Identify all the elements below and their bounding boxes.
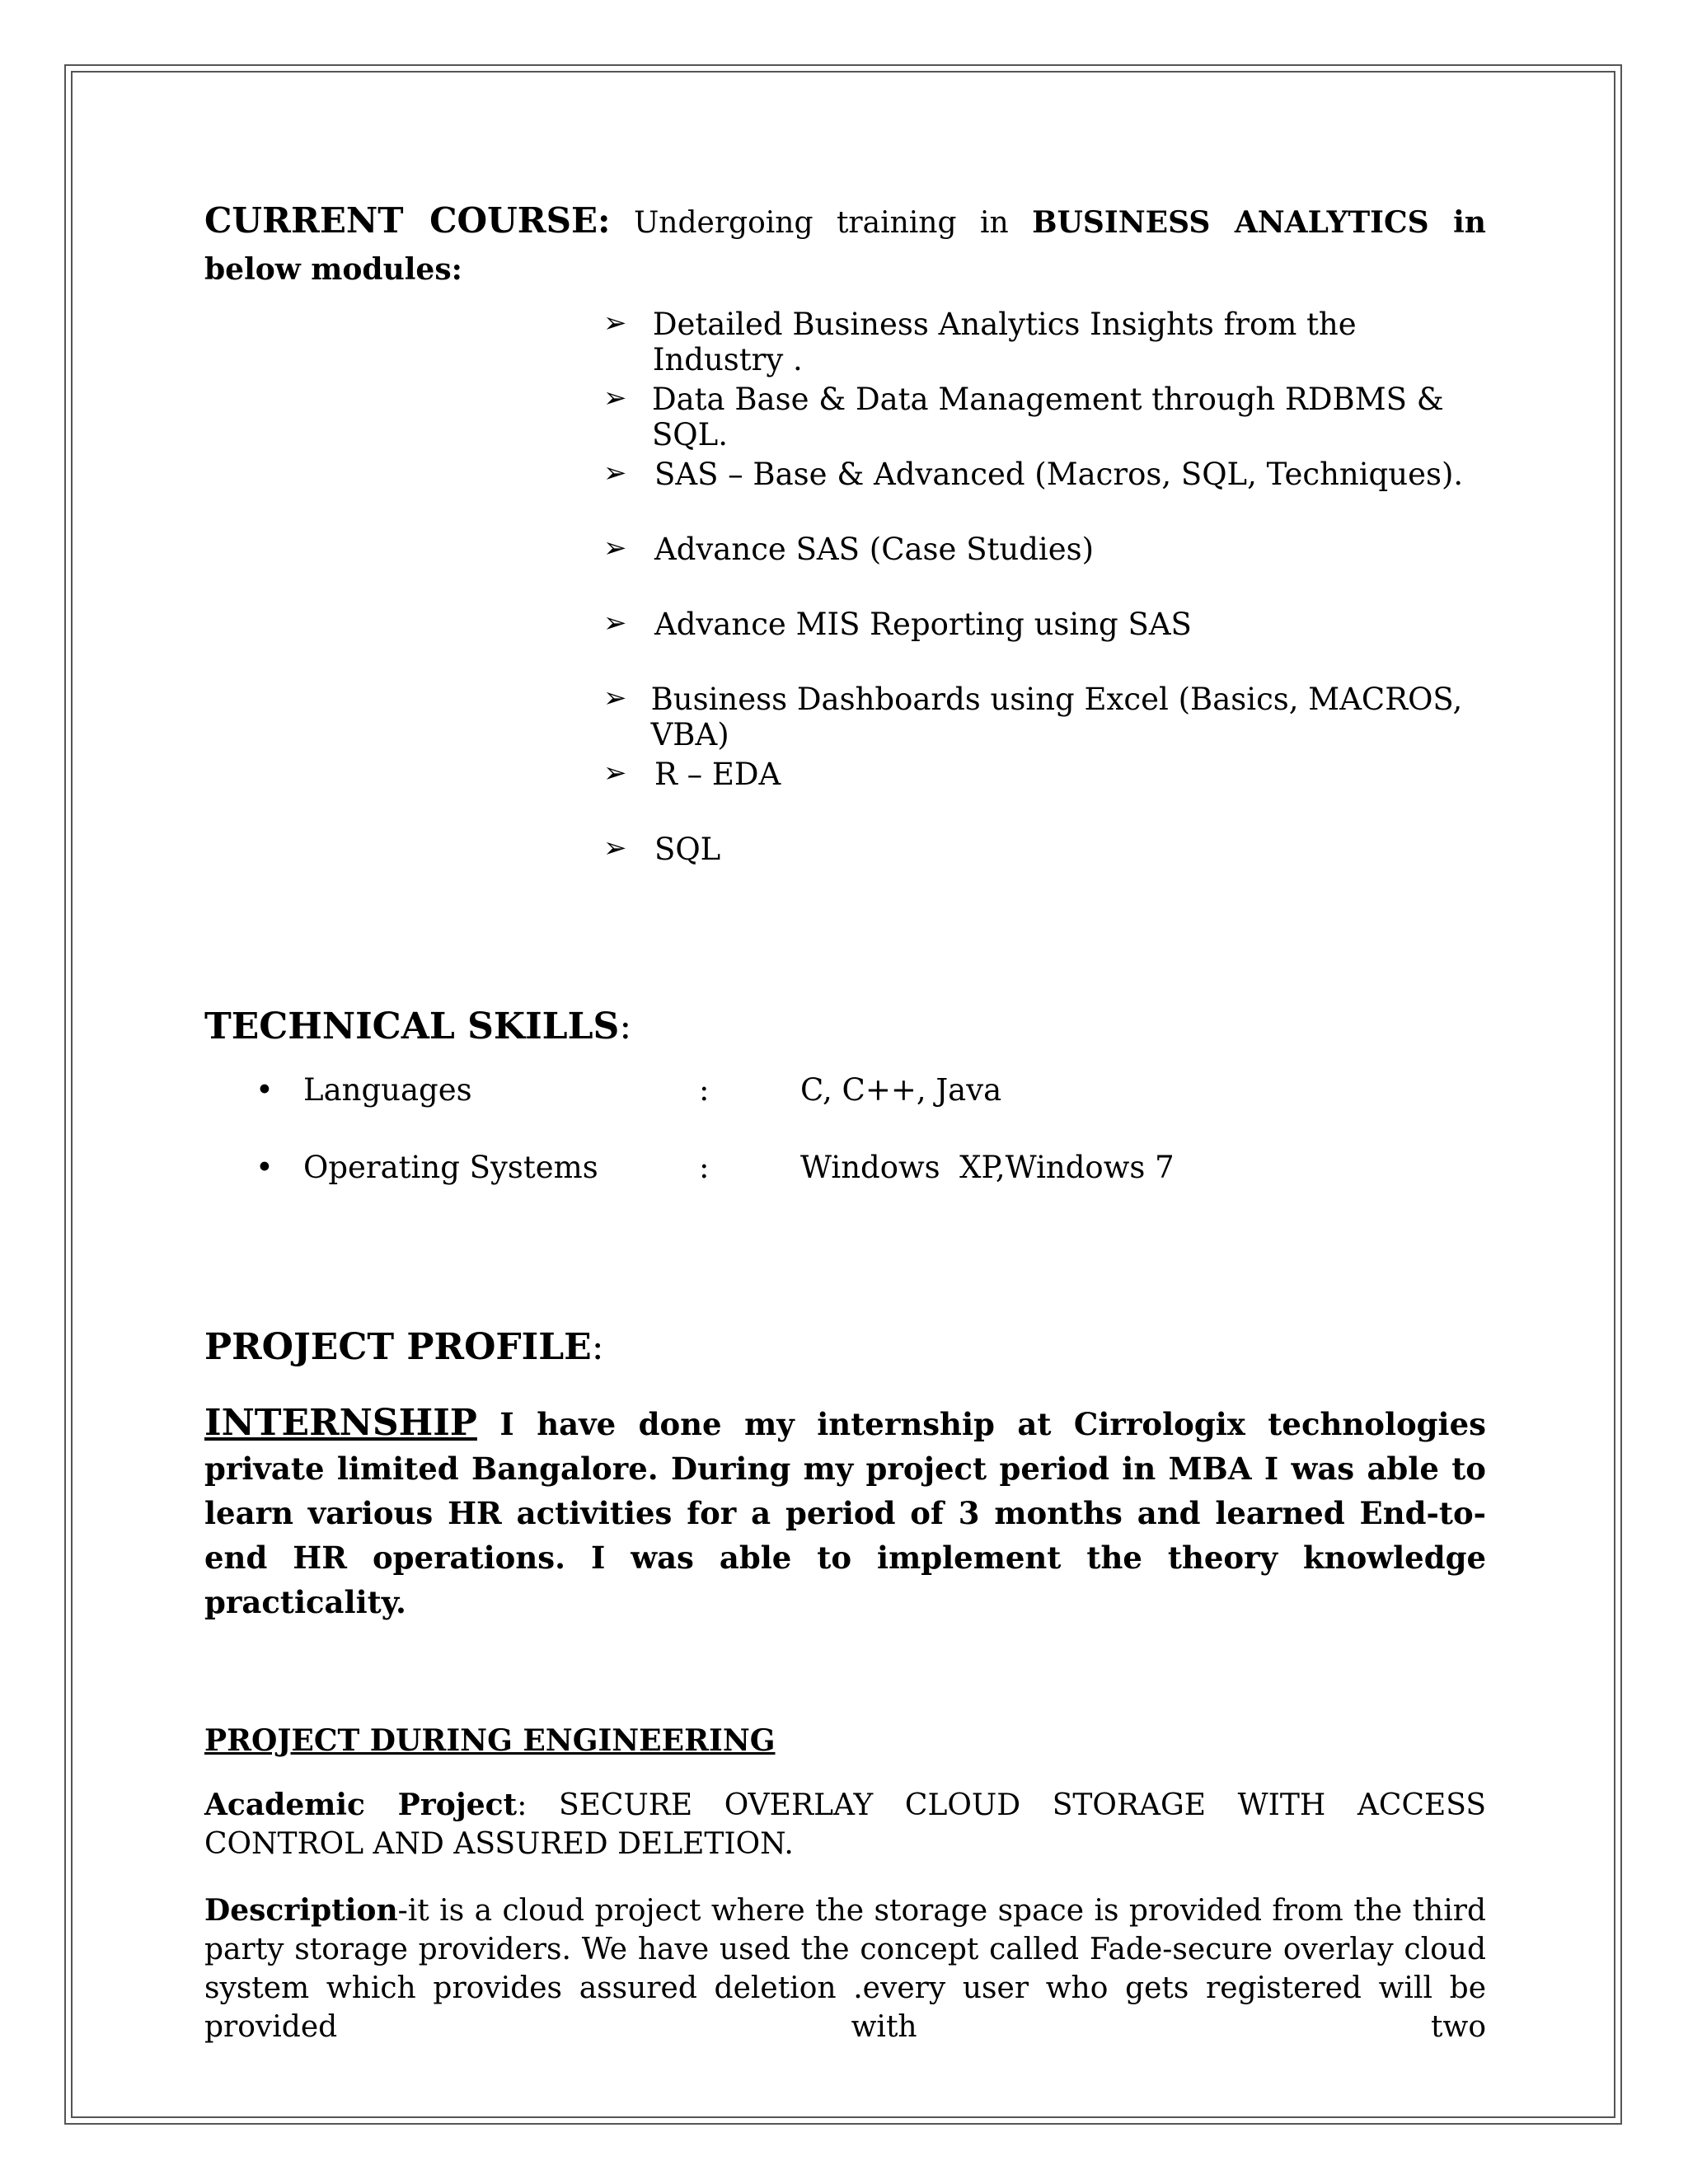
list-item (603, 307, 1486, 382)
project-profile-title: PROJECT PROFILE (204, 1326, 592, 1368)
list-item (603, 757, 1486, 832)
academic-project-paragraph (204, 1786, 1486, 1863)
module-list (204, 307, 1486, 907)
current-course-label: CURRENT COURSE: (204, 200, 611, 241)
arrow-bullet-icon: ➢ (603, 607, 627, 640)
table-row (204, 1150, 1486, 1227)
internship-label: INTERNSHIP (204, 1402, 477, 1444)
module-label: Data Base & Data Management through RDBMS & SQL. (651, 382, 1444, 452)
project-profile-heading (204, 1326, 1486, 1368)
technical-skills-colon: : (619, 1005, 632, 1047)
list-item (603, 382, 1486, 457)
list-item (603, 457, 1486, 532)
module-label: R – EDA (654, 757, 781, 792)
internship-paragraph (204, 1401, 1486, 1624)
skill-value: C, C++, Java (800, 1072, 1002, 1108)
module-label: Advance SAS (Case Studies) (654, 532, 1095, 567)
arrow-bullet-icon: ➢ (603, 307, 627, 340)
skill-name: Operating Systems (303, 1150, 598, 1185)
arrow-bullet-icon: ➢ (603, 457, 627, 490)
description-paragraph (204, 1891, 1486, 2046)
module-label: Detailed Business Analytics Insights from the Industry . (652, 307, 1357, 377)
table-row (204, 1072, 1486, 1150)
module-label: Advance MIS Reporting using SAS (654, 607, 1192, 642)
project-profile-colon: : (591, 1326, 604, 1368)
current-course-line (204, 198, 1486, 293)
list-item (603, 607, 1486, 682)
arrow-bullet-icon: ➢ (603, 532, 627, 565)
arrow-bullet-icon: ➢ (603, 757, 627, 790)
skill-name: Languages (303, 1072, 472, 1108)
current-course-subject: BUSINESS ANALYTICS in below modules: (204, 205, 1486, 287)
internship-text: I have done my internship at Cirrologix technologies private limited Bangalore. During my project period in MBA I was able to learn various HR activities for a period of 3 months and learned End-to-end HR operations. I was able to implement the theory knowledge practicality. (204, 1406, 1486, 1620)
technical-skills-title: TECHNICAL SKILLS (204, 1005, 620, 1047)
technical-skills-heading (204, 1005, 1486, 1047)
academic-project-text: : SECURE OVERLAY CLOUD STORAGE WITH ACCESS CONTROL AND ASSURED DELETION. (204, 1788, 1486, 1861)
module-label: SAS – Base & Advanced (Macros, SQL, Techniques). (654, 457, 1464, 492)
list-item (603, 682, 1486, 757)
skill-separator: : (699, 1072, 710, 1108)
arrow-bullet-icon: ➢ (603, 382, 627, 415)
list-item (603, 832, 1486, 907)
skill-separator: : (699, 1150, 710, 1185)
arrow-bullet-icon: ➢ (603, 832, 627, 865)
bullet-icon: • (256, 1072, 274, 1108)
module-label: Business Dashboards using Excel (Basics, MACROS, VBA) (650, 682, 1463, 752)
engineering-project-heading: PROJECT DURING ENGINEERING (204, 1723, 776, 1758)
current-course-text: Undergoing training in (633, 206, 1009, 240)
description-text: -it is a cloud project where the storage space is provided from the third party storage providers. We have used the concept called Fade-secure overlay cloud system which provides assured deletion .every user who gets registered will be provided with two (204, 1894, 1486, 2044)
arrow-bullet-icon: ➢ (603, 682, 627, 715)
skill-value: Windows XP,Windows 7 (800, 1150, 1175, 1185)
bullet-icon: • (256, 1150, 274, 1185)
resume-page (204, 198, 1486, 2046)
academic-project-label: Academic Project (204, 1788, 518, 1822)
module-label: SQL (654, 832, 721, 867)
description-label: Description (204, 1893, 398, 1928)
list-item (603, 532, 1486, 607)
skills-list (204, 1072, 1486, 1227)
